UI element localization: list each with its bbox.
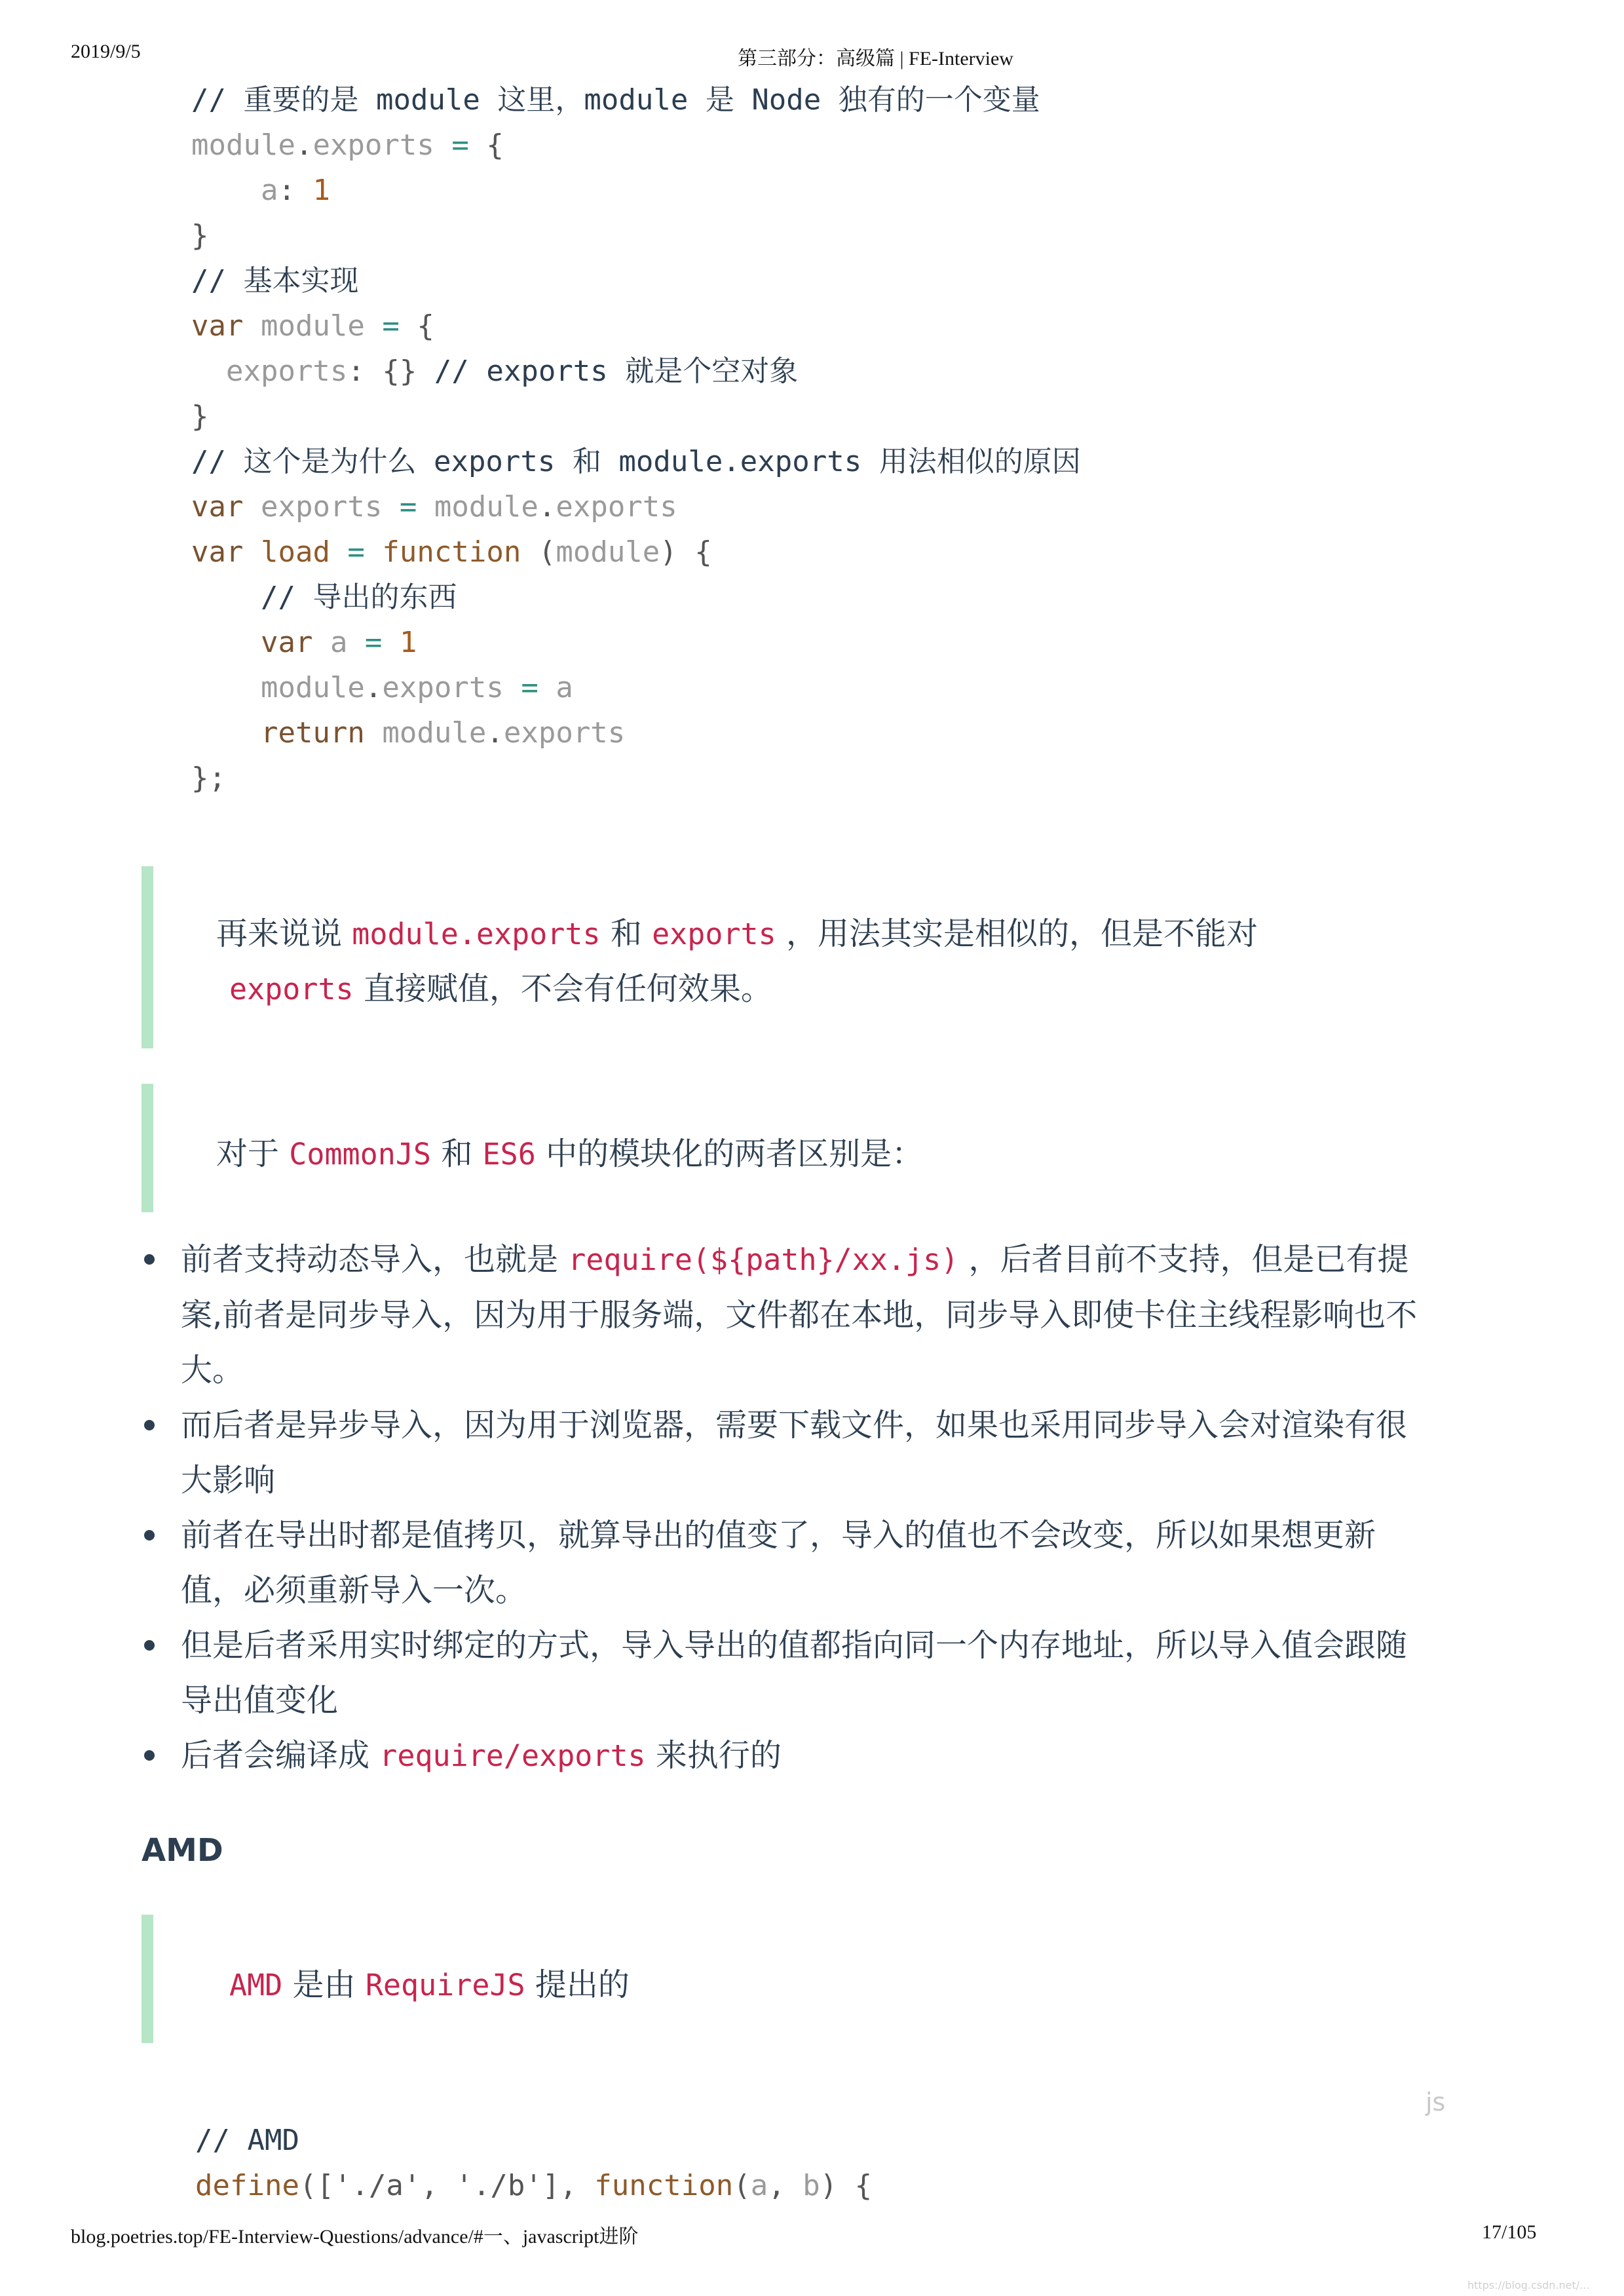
code-line <box>191 303 1081 349</box>
code-token: exports <box>556 490 677 524</box>
code-token: exports <box>503 716 626 750</box>
code-token: b <box>803 2169 820 2202</box>
code-block-commonjs <box>191 77 1081 801</box>
inline-code: require/exports <box>379 1738 646 1773</box>
code-token: (['./a', './b'], <box>299 2169 595 2202</box>
inline-code: exports <box>229 972 354 1006</box>
text-segment: 中的模块化的两者区别是： <box>535 1136 924 1172</box>
difference-list <box>142 1232 1504 1784</box>
list-item-line <box>181 1343 1504 1398</box>
blockquote-amd <box>142 1915 1491 2043</box>
list-item-line <box>181 1232 1504 1288</box>
code-token: = <box>434 128 487 162</box>
inline-code: CommonJS <box>289 1137 432 1172</box>
code-token: . <box>486 716 504 750</box>
code-token: // AMD <box>195 2124 299 2157</box>
code-line <box>191 394 1081 439</box>
code-token: = <box>364 309 417 343</box>
code-token: 1 <box>312 174 330 207</box>
code-line <box>195 2163 872 2208</box>
list-item <box>142 1398 1504 1508</box>
code-token: function <box>382 535 538 569</box>
code-token <box>191 716 261 750</box>
text-segment: 而后者是异步导入，因为用于浏览器，需要下载文件，如果也采用同步导入会对渲染有很 <box>181 1407 1408 1444</box>
text-segment: 大影响 <box>181 1462 276 1499</box>
list-item-line <box>181 1288 1504 1343</box>
code-line <box>191 258 1081 303</box>
code-token: // 导出的东西 <box>260 581 457 614</box>
blockquote-bar <box>142 866 153 1048</box>
text-segment: 提出的 <box>525 1966 630 2003</box>
code-token: var <box>260 626 330 659</box>
list-item <box>142 1618 1504 1728</box>
bullet-icon <box>144 1420 155 1430</box>
code-line <box>191 77 1081 123</box>
list-item-line <box>181 1453 1504 1508</box>
blockquote-bar <box>142 1084 153 1212</box>
code-token: exports <box>312 128 434 162</box>
text-segment: 对于 <box>216 1136 290 1172</box>
code-token: module <box>191 128 295 162</box>
inline-code: AMD <box>229 1968 283 2002</box>
code-token: a <box>556 671 573 704</box>
print-date: 2019/9/5 <box>71 41 141 62</box>
code-token: function <box>594 2169 734 2202</box>
code-token: exports <box>382 671 504 704</box>
code-token: ) { <box>820 2169 873 2202</box>
text-segment: 来执行的 <box>645 1737 782 1774</box>
list-item <box>142 1508 1504 1618</box>
code-token: : {} <box>347 354 434 388</box>
code-line <box>191 575 1081 620</box>
text-segment: 直接赋值，不会有任何效果。 <box>353 970 772 1007</box>
page-number: 17/105 <box>1482 2221 1537 2243</box>
code-token: module <box>382 716 487 750</box>
code-token: module <box>260 671 365 704</box>
blockquote-exports-note <box>142 866 1491 1048</box>
code-line <box>191 439 1081 484</box>
section-heading-amd: AMD <box>142 1832 223 1869</box>
inline-code: exports <box>652 917 776 951</box>
quote-line <box>216 1128 923 1174</box>
code-token: var <box>191 535 261 569</box>
code-token <box>191 671 261 704</box>
code-token <box>191 626 261 659</box>
page-header-title: 第三部分：高级篇 | FE-Interview <box>738 48 1013 69</box>
code-line <box>195 2118 872 2163</box>
code-token: load <box>260 535 330 569</box>
code-line <box>191 665 1081 710</box>
code-token: // 基本实现 <box>191 264 359 297</box>
list-item-line <box>181 1398 1504 1453</box>
code-line <box>191 213 1081 258</box>
code-line <box>191 529 1081 575</box>
bullet-icon <box>144 1750 155 1761</box>
code-token: module <box>556 535 660 569</box>
code-token: . <box>295 128 313 162</box>
text-segment: 前者支持动态导入，也就是 <box>181 1241 569 1278</box>
list-item-line <box>181 1728 1504 1784</box>
code-token: , <box>768 2169 803 2202</box>
text-segment: 大。 <box>181 1352 244 1388</box>
code-token: ( <box>538 535 556 569</box>
bullet-icon <box>144 1530 155 1540</box>
list-item-line <box>181 1673 1504 1728</box>
quote-line <box>229 1959 630 2004</box>
text-segment: 和 <box>431 1136 483 1172</box>
code-language-label: js <box>1426 2088 1446 2116</box>
text-segment: 导出值变化 <box>181 1682 339 1719</box>
code-token: module <box>260 309 365 343</box>
code-token: a <box>330 626 348 659</box>
code-token: } <box>191 219 209 252</box>
quote-line <box>216 908 1258 953</box>
bullet-icon <box>144 1640 155 1651</box>
code-token: = <box>347 626 400 659</box>
footer-url[interactable]: blog.poetries.top/FE-Interview-Questions/advance/#一、javascript进阶 <box>71 2226 639 2248</box>
code-token: { <box>486 128 504 162</box>
text-segment: 和 <box>600 915 652 952</box>
code-token <box>191 581 261 614</box>
code-token: exports <box>260 490 383 524</box>
watermark: https://blog.csdn.net/... <box>1467 2279 1590 2291</box>
list-item-line <box>181 1563 1504 1618</box>
code-line <box>191 123 1081 168</box>
list-item <box>142 1728 1504 1784</box>
list-item <box>142 1232 1504 1398</box>
blockquote-diff-intro <box>142 1084 1491 1212</box>
list-item-line <box>181 1618 1504 1673</box>
code-line <box>191 168 1081 213</box>
text-segment: 值，必须重新导入一次。 <box>181 1572 527 1609</box>
inline-code: ES6 <box>482 1137 536 1172</box>
code-block-amd <box>195 2118 872 2208</box>
code-token: { <box>417 309 434 343</box>
code-token: 1 <box>399 626 417 659</box>
code-token: : <box>278 174 313 207</box>
code-token: // 这个是为什么 exports 和 module.exports 用法相似的原因 <box>191 445 1081 478</box>
list-item-line <box>181 1508 1504 1563</box>
code-token: // 重要的是 module 这里，module 是 Node 独有的一个变量 <box>191 83 1040 117</box>
bullet-icon <box>144 1254 155 1265</box>
code-line <box>191 484 1081 529</box>
blockquote-bar <box>142 1915 153 2043</box>
code-token: // exports 就是个空对象 <box>434 354 799 388</box>
code-token: ( <box>733 2169 751 2202</box>
code-token: = <box>503 671 556 704</box>
inline-code: RequireJS <box>365 1968 525 2002</box>
code-token: var <box>191 309 261 343</box>
code-token: }; <box>191 761 226 795</box>
code-line <box>191 349 1081 394</box>
text-segment: 再来说说 <box>216 915 352 952</box>
quote-line <box>229 963 772 1008</box>
code-token: . <box>364 671 383 704</box>
code-line <box>191 620 1081 665</box>
inline-code: require(${path}/xx.js) <box>568 1242 959 1277</box>
code-token <box>191 174 261 207</box>
code-token: . <box>538 490 556 524</box>
code-token: define <box>195 2169 299 2202</box>
inline-code: module.exports <box>352 917 601 951</box>
code-token: } <box>191 400 209 433</box>
code-token: module <box>434 490 538 524</box>
text-segment: 案,前者是同步导入，因为用于服务端，文件都在本地，同步导入即使卡住主线程影响也不 <box>181 1297 1418 1333</box>
code-line <box>191 756 1081 801</box>
code-token: a <box>260 174 278 207</box>
code-line <box>191 710 1081 756</box>
code-token: var <box>191 490 261 524</box>
text-segment: ，用法其实是相似的，但是不能对 <box>776 915 1258 952</box>
code-token: return <box>260 716 383 750</box>
text-segment: 是由 <box>282 1966 366 2003</box>
code-token: ) { <box>660 535 712 569</box>
text-segment: 后者会编译成 <box>181 1737 380 1774</box>
text-segment: 但是后者采用实时绑定的方式，导入导出的值都指向同一个内存地址，所以导入值会跟随 <box>181 1627 1408 1664</box>
text-segment: ，后者目前不支持，但是已有提 <box>958 1241 1409 1278</box>
code-token <box>191 354 226 388</box>
code-token: exports <box>225 354 348 388</box>
text-segment: 前者在导出时都是值拷贝，就算导出的值变了，导入的值也不会改变，所以如果想更新 <box>181 1517 1376 1554</box>
code-token: a <box>750 2169 768 2202</box>
code-token: = <box>382 490 434 524</box>
code-token: = <box>330 535 383 569</box>
